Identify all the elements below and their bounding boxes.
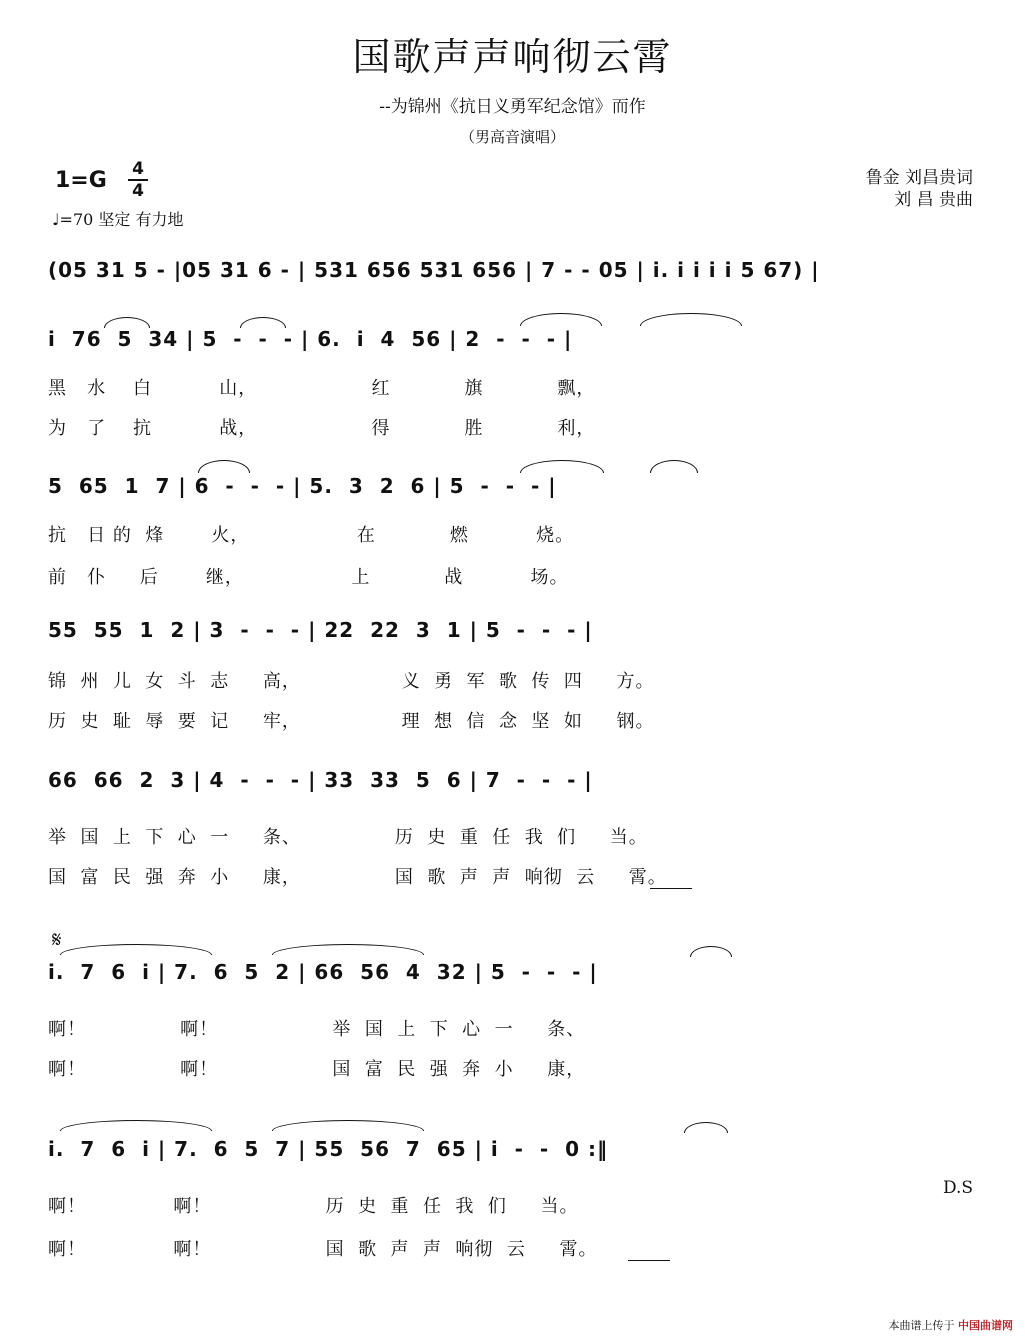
- song-subtitle: --为锦州《抗日义勇军纪念馆》而作: [379, 97, 646, 117]
- lyric-row-4-verse-2: 国 富 民 强 奔 小 康， 国 歌 声 声 响彻 云 霄。: [48, 867, 667, 888]
- slur: [684, 1122, 728, 1133]
- music-row-4: 66 66 2 3 | 4 - - - | 33 33 5 6 | 7 - - - |: [48, 768, 593, 792]
- music-row-2: 5 65 1 7 | 6 - - - | 5. 3 2 6 | 5 - - - |: [48, 474, 557, 498]
- music-row-6: i. 7 6 i | 7. 6 5 7 | 55 56 7 65 | i - - 0 :‖: [48, 1137, 608, 1161]
- lyric-row-4-verse-1: 举 国 上 下 心 一 条、 历 史 重 任 我 们 当。: [48, 827, 648, 848]
- footer-brand: 中国曲谱网: [958, 1319, 1013, 1332]
- time-signature-top: 4: [132, 159, 144, 179]
- lyric-row-2-verse-2: 前 仆 后 继， 上 战 场。: [48, 567, 569, 588]
- time-signature: [128, 160, 148, 200]
- time-signature-bottom: 4: [132, 181, 144, 201]
- slur: [690, 946, 732, 957]
- lyric-underline: [628, 1260, 670, 1261]
- lyric-row-6-verse-2: 啊！ 啊！ 国 歌 声 声 响彻 云 霄。: [48, 1239, 598, 1260]
- music-row-5: i. 7 6 i | 7. 6 5 2 | 66 56 4 32 | 5 - - - |: [48, 960, 598, 984]
- song-title: 国歌声声响彻云霄: [352, 35, 673, 79]
- slur: [104, 317, 150, 328]
- lyricist-credit: 鲁金 刘昌贵词: [865, 168, 973, 188]
- lyric-row-1-verse-2: 为 了 抗 战， 得 胜 利，: [48, 418, 596, 439]
- lyric-row-5-verse-1: 啊！ 啊！ 举 国 上 下 心 一 条、: [48, 1019, 586, 1040]
- slur: [60, 1120, 212, 1131]
- slur: [640, 313, 742, 326]
- slur: [272, 944, 424, 955]
- site-footer: [889, 1317, 1014, 1333]
- lyric-row-3-verse-1: 锦 州 儿 女 斗 志 高， 义 勇 军 歌 传 四 方。: [48, 671, 655, 692]
- performance-note: （男高音演唱）: [459, 128, 565, 146]
- lyric-row-5-verse-2: 啊！ 啊！ 国 富 民 强 奔 小 康，: [48, 1059, 586, 1080]
- slur: [272, 1120, 424, 1131]
- slur: [198, 460, 250, 473]
- segno-sign: 𝄋: [52, 928, 62, 953]
- slur: [240, 317, 286, 328]
- music-row-intro: (05 31 5 - |05 31 6 - | 531 656 531 656 | 7 - - 05 | i. i i i i 5 67) |: [48, 258, 820, 282]
- tempo-marking: ♩=70 坚定 有力地: [52, 210, 184, 229]
- composer-credit: 刘 昌 贵曲: [894, 190, 973, 210]
- slur: [650, 460, 698, 473]
- lyric-row-6-verse-1: 啊！ 啊！ 历 史 重 任 我 们 当。: [48, 1196, 579, 1217]
- slur: [60, 944, 212, 955]
- lyric-underline: [650, 888, 692, 889]
- dal-segno-marking: D.S: [943, 1178, 974, 1198]
- lyric-row-3-verse-2: 历 史 耻 辱 要 记 牢， 理 想 信 念 坚 如 钢。: [48, 711, 655, 732]
- lyric-row-1-verse-1: 黑 水 白 山， 红 旗 飘，: [48, 378, 596, 399]
- music-row-1: i 76 5 34 | 5 - - - | 6. i 4 56 | 2 - - - |: [48, 327, 573, 351]
- slur: [520, 313, 602, 326]
- key-signature: 1=G: [55, 168, 107, 193]
- lyric-row-2-verse-1: 抗 日 的 烽 火， 在 燃 烧。: [48, 525, 575, 546]
- slur: [520, 460, 604, 473]
- footer-prefix: 本曲谱上传于: [888, 1319, 955, 1332]
- music-row-3: 55 55 1 2 | 3 - - - | 22 22 3 1 | 5 - - - |: [48, 618, 593, 642]
